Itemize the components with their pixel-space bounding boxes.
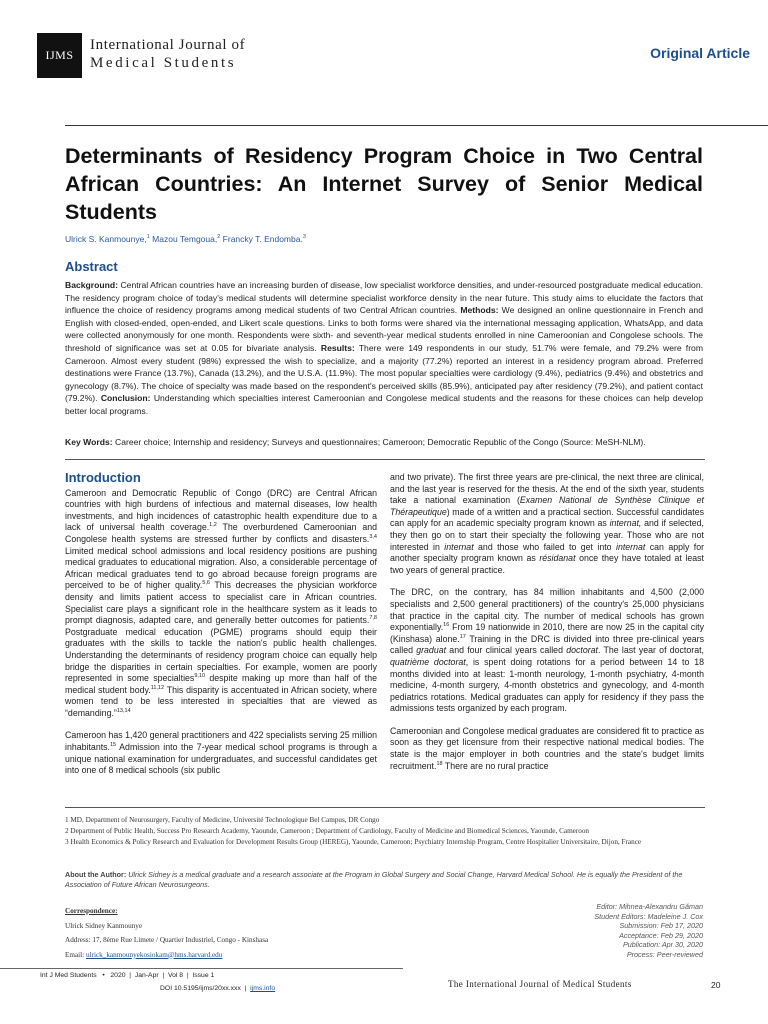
keywords [65, 437, 725, 447]
about-author-label: About the Author: [65, 870, 127, 879]
text-run: can apply for another specialty program known as [390, 541, 705, 564]
abstract-label: Results: [320, 342, 355, 353]
affiliation-marker: 2 [217, 234, 221, 241]
citation-marker: 3,4 [369, 534, 377, 541]
email-label: Email: [65, 950, 85, 959]
footer-doi [160, 985, 275, 992]
journal-logo [37, 33, 82, 78]
abstract-conclusion: Understanding which specialties interest Cameroonian and Congolese medical students and the reasons for these choices can help develop better local programs. [65, 393, 704, 416]
correspondence-address: Address: 17, 8ème Rue Limete / Quartier Industriel, Congo - Kinshasa [65, 936, 269, 944]
citation-marker: 13,14 [116, 707, 131, 714]
text-run: From 19 nationwide in 2010, there are now 25 in the capital city (Kinshasa) alone. [390, 622, 704, 644]
text-run: This disparity is accentuated in African society, where women tend to be less interested in specialties that are viewed as “demanding.” [65, 684, 377, 718]
author-name: Mazou Temgoua, [152, 234, 218, 244]
text-run: . The last year of doctorat, [598, 645, 704, 656]
text-run: Cameroon and Democratic Republic of Congo (DRC) are Central African countries with high burdens of infectious and maternal diseases, low health investments, and high incidences of catastrophic health expenditure due to a lack of universal health coverage. [65, 487, 377, 533]
citation-marker: 15 [110, 742, 117, 749]
student-editors-line: Student Editors: Madeleine J. Cox [594, 911, 703, 921]
doi-text: DOI 10.5195/ijms/20xx.xxx | [160, 985, 251, 992]
citation-marker: 7,8 [369, 615, 377, 622]
text-run: despite making up more than half of the medical student body. [65, 673, 377, 695]
body-paragraph [65, 488, 377, 720]
body-paragraph [390, 587, 704, 715]
body-column-left [65, 472, 377, 788]
text-run: and two private). The first three years are pre-clinical, the next three are clinical, and the last year is reserved for the thesis. At the end of the sixth year, students take a national examination ( [390, 472, 704, 506]
author-name: Ulrick S. Kanmounye, [65, 234, 147, 244]
text-run: Admission into the 7-year medical school programs is through a unique national examination for undergraduates, and successful candidates get into one of 8 medical schools (six public [65, 742, 377, 776]
author-name: Francky T. Endomba. [222, 234, 303, 244]
text-run: and if selected, they then go on to start their specialty the following year. Those who are not interested in [390, 518, 704, 552]
page-number: 20 [711, 980, 721, 990]
correspondence-heading: Correspondence: [65, 907, 118, 915]
text-run: Training in the DRC is divided into three pre-clinical years called [390, 633, 705, 656]
abstract-label: Conclusion: [100, 393, 151, 404]
editorial-info [443, 902, 703, 959]
text-run: Limited medical school admissions and local residency positions are pushing medical graduates to educational migration. Also, a considerable percentage of African medical graduates tend to go abroad because foreign programs are perceived to be of higher quality. [65, 545, 377, 591]
affiliation-footnote: 3 Health Economics & Policy Research and Evaluation for Development Results Group (HEREG), Yaounde, Cameroon; Psychiatry Internship Program, Centre Hospitalier Universitaire, Dijon, France [65, 838, 642, 846]
footer-journal-name: The International Journal of Medical Students [448, 979, 632, 989]
affiliation-footnotes [65, 815, 705, 848]
italic-term: résidanat [539, 553, 576, 564]
abstract-divider [65, 459, 705, 460]
correspondence-email-line [65, 950, 395, 961]
abstract-heading: Abstract [65, 259, 118, 274]
body-paragraph [65, 730, 377, 776]
journal-name [90, 36, 340, 72]
about-author-text: Ulrick Sidney is a medical graduate and a research associate at the Program in Global Surgery and Social Change, Harvard Medical School. He is equally the President of the Association of Future African Neurosurgeons. [65, 870, 683, 889]
affiliation-footnote: 1 MD, Department of Neurosurgery, Faculty of Medicine, Université Technologique Bel Campus, DR Congo [65, 816, 380, 824]
abstract-background: Central African countries have an increasing burden of disease, low specialist workforce densities, and under-resourced postgraduate medical education. The residency program choice of today's medical students will determine specialist workforce density in the near future. This study aims to elucidate the factors that influence the choice of residency programs among medical students of two Central African countries. [65, 280, 703, 316]
abstract-text [65, 279, 703, 418]
italic-term: internat [444, 541, 474, 552]
body-column-right [390, 472, 704, 783]
introduction-heading: Introduction [65, 470, 141, 485]
text-run: There are no rural practice [442, 760, 549, 771]
citation-marker: 1,2 [209, 522, 217, 529]
text-run: once they have totaled at least two years of general practice. [390, 553, 704, 575]
text-run: The DRC, on the contrary, has 84 million inhabitants and 4,500 (2,000 specialists and 2,500 general practitioners) of the country's 25,000 physicians that practice in the capital city. The number of medical schools has grown exponentially. [390, 587, 704, 633]
abstract-results: There were 149 respondents in our study, 51.7% were female, and 79.2% were from Cameroon. Almost every student (98%) expressed the wish to specialize, and a majority (77.2%) reported an interest in a residency program abroad. Preferred destinations were France (13.7%), Canada (13.2%), and the U.S.A. (11.9%). The most popular specialties were cardiology (9.4%), pediatrics (9.4%) and obstetrics and gynecology (8.7%). The choice of specialty was made based on the respondent's perceived skills (85.9%), anticipated pay after residency (79.2%), and patient contact (79.2%). [65, 342, 703, 404]
citation-marker: 18 [436, 760, 443, 767]
italic-term: doctorat [566, 645, 598, 656]
site-link[interactable]: ijms.info [250, 985, 276, 992]
footer-divider [0, 968, 403, 969]
affiliation-marker: 3 [302, 234, 306, 241]
keywords-label: Key Words: [65, 437, 113, 447]
body-paragraph [390, 726, 704, 772]
italic-term: graduat [416, 645, 447, 656]
text-run: , is spent doing rotations for a period between 14 to 18 months divided into at least: 1-month neurology, 1-month psychiatry, 4-month medicine, 4-month surgery, 4-month obstetrics and gynecology, and 4-month pediatrics rotations. Medical graduates can apply for residency if they pass the admissions tests organized by each program. [390, 656, 704, 714]
review-process: Process: Peer-reviewed [626, 949, 703, 959]
affiliation-marker: 1 [146, 234, 150, 241]
text-run: Cameroon has 1,420 general practitioners and 422 specialists serving 25 million inhabitants. [65, 730, 377, 753]
text-run: Postgraduate medical education (PGME) programs should equip their graduates with the skills to tackle the nation's public health challenges. Understanding the determinants of residency program choice can equally help bridge the disparities in certain specialties. For example, women are poorly represented in some specialties [65, 626, 377, 684]
about-author [65, 870, 705, 890]
italic-term: internat [615, 541, 646, 552]
journal-name-line1: International Journal of [90, 37, 246, 53]
text-run: and those who failed to get into [473, 541, 616, 552]
correspondence-block [65, 906, 395, 964]
italic-term: quatrième doctorat [390, 656, 466, 667]
citation-marker: 5,6 [202, 580, 210, 587]
editor-line: Editor: Mihnea-Alexandru Găman [596, 902, 703, 911]
logo-text: IJMS [45, 48, 74, 62]
text-run: Cameroonian and Congolese medical graduates are considered fit to practice as soon as they get licensure from their respective national medical bodies. The state is the major employer in both countries and the state's budget limits recruitment. [390, 725, 704, 771]
affiliation-footnote: 2 Department of Public Health, Success Pro Research Academy, Yaounde, Cameroon ; Department of Cardiology, Faculty of Medicine and Biomedical Sciences, Yaounde, Cameroon [65, 827, 590, 835]
text-run: This decreases the physician workforce density and limits patient access to specialist care in African countries. Specialist care plays a significant role in the healthcare system as it leads to prompt diagnosis, adapted care, and generally better outcomes for patients. [65, 580, 377, 626]
abstract-methods: We designed an online questionnaire in French and English with closed-ended, open-ended, and Likert scale questions. Links to both forms were shared via the international messaging application, WhatsApp, and data were collected anonymously for one month. Respondents were sixth- and seventh-year medical students enrolled in nine Cameroonian and Congolese schools. The threshold of significance was set at 0.05 for bivariate analysis. [65, 305, 703, 353]
header-divider [65, 125, 768, 126]
citation-marker: 9,10 [194, 673, 206, 680]
citation-marker: 17 [459, 633, 466, 640]
journal-name-line2: Medical Students [90, 55, 237, 71]
acceptance-date: Acceptance: Feb 29, 2020 [619, 930, 703, 940]
article-type-label: Original Article [650, 45, 750, 61]
footnote-divider [65, 807, 705, 808]
author-list [65, 234, 306, 244]
italic-term: Examen National de Synthèse Clinique et Thérapeutique [390, 495, 704, 517]
citation-marker: 16 [443, 622, 450, 629]
keywords-text: Career choice; Internship and residency; Surveys and questionnaires; Cameroon; Democratic Republic of the Congo (Source: MeSH-NLM). [114, 437, 646, 447]
publication-date: Publication: Apr 30, 2020 [622, 940, 703, 949]
footer-citation: Int J Med Students • 2020 | Jan-Apr | Vol 8 | Issue 1 [40, 972, 215, 979]
abstract-label: Methods: [460, 305, 499, 316]
correspondence-name: Ulrick Sidney Kanmounye [65, 921, 143, 930]
citation-marker: 11,12 [150, 684, 165, 691]
text-run: The overburdened Cameroonian and Congolese health systems are stressed further by conflicts and disasters. [65, 522, 377, 544]
body-paragraph [390, 472, 704, 576]
submission-date: Submission: Feb 17, 2020 [619, 921, 703, 930]
text-run: and four clinical years called [446, 645, 567, 656]
email-link[interactable]: ulrick_kanmounyekosiokam@hms.harvard.edu [85, 950, 223, 959]
italic-term: internat, [609, 518, 642, 529]
text-run: ) made of a written and a practical section. Successful candidates can apply for an academic specialty program known as [390, 506, 704, 529]
article-title: Determinants of Residency Program Choice in Two Central African Countries: An Internet Survey of Senior Medical Students [65, 144, 703, 224]
abstract-label: Background: [65, 280, 118, 290]
